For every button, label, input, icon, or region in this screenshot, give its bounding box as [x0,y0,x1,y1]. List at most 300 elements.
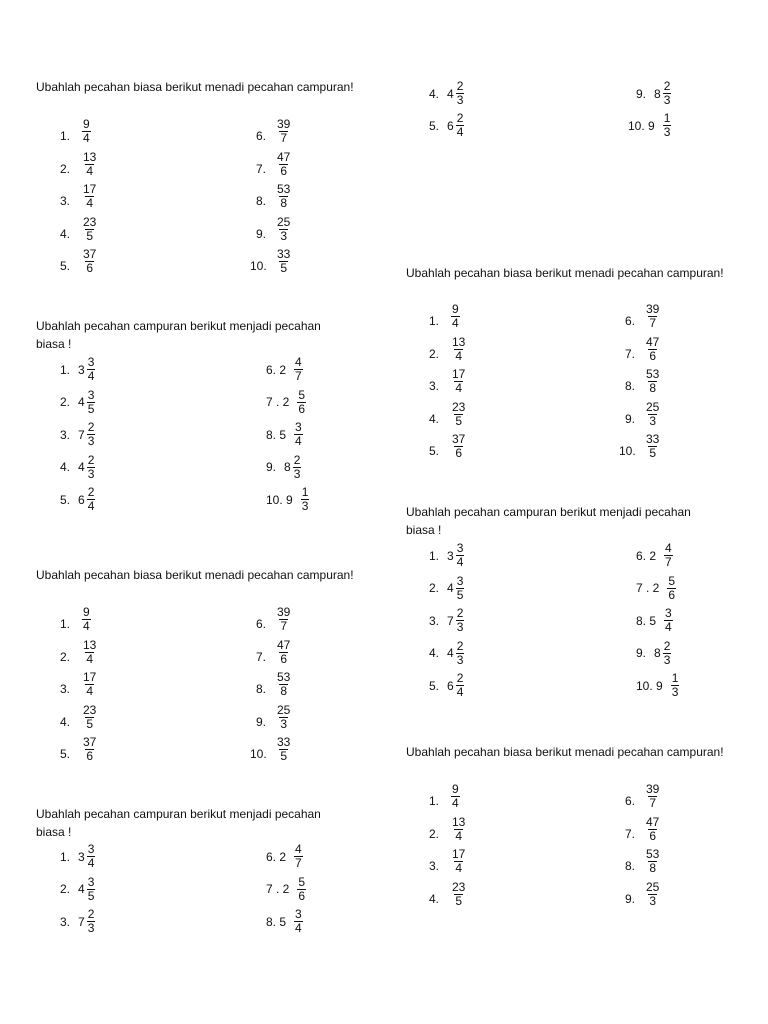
item-number: 6. 2 [266,362,287,377]
denominator: 5 [87,401,95,416]
whole-number: 7 [78,914,85,929]
item-number: 10. 9 [636,678,663,693]
item-number: 7 . 2 [266,395,290,409]
fraction [276,671,291,698]
mixed-number [60,876,95,903]
numerator: 13 [83,637,97,652]
fraction [87,389,96,416]
numerator: 2 [87,420,95,434]
numerator: 2 [663,79,671,93]
item-number: 2. [60,649,71,664]
fraction [667,575,676,602]
denominator: 3 [649,413,657,428]
denominator: 7 [649,796,657,810]
fraction [82,248,97,275]
item-number: 2. [60,161,71,176]
numerator: 1 [671,671,679,685]
item-number: 6. [256,617,267,631]
denominator: 6 [298,888,306,903]
numerator: 53 [646,847,660,861]
whole-number: 6 [78,492,85,507]
item-number: 5. [60,747,71,761]
item-number: 4. [60,714,71,729]
denominator: 4 [665,620,672,634]
numerator: 47 [277,637,291,652]
numerator: 23 [83,214,97,229]
item-number: 3. [429,613,440,628]
section-improper-4 [406,743,726,767]
numerator: 2 [456,638,464,653]
mixed-number [60,389,95,416]
fraction [645,368,660,395]
fraction [87,454,96,481]
numerator: 5 [298,874,306,889]
numerator: 47 [646,334,660,349]
mixed-number [429,640,464,667]
numerator: 17 [452,847,466,861]
item-number: 5. [429,678,440,693]
mixed-number [60,356,95,383]
mixed-number [636,672,679,699]
numerator: 4 [295,355,302,369]
item-number: 1. [429,314,440,328]
denominator: 5 [280,749,288,763]
fraction [87,843,96,870]
denominator: 6 [298,401,306,416]
denominator: 5 [86,716,94,731]
item-number: 1. [429,548,440,563]
denominator: 4 [86,684,94,698]
item-number: 2. [429,346,440,361]
denominator: 7 [295,856,302,870]
numerator: 47 [277,149,291,164]
denominator: 6 [649,348,657,363]
denominator: 3 [293,466,301,481]
numerator: 37 [83,247,97,261]
item-number: 10. [619,444,636,458]
denominator: 5 [649,446,657,460]
denominator: 7 [280,131,288,145]
item-number: 5. [429,118,440,133]
numerator: 23 [452,399,466,414]
item-number: 4. [429,411,440,426]
whole-number: 7 [78,427,85,442]
fraction [456,80,465,107]
denominator: 6 [280,651,288,666]
item-number: 1. [60,849,71,864]
fraction [276,639,291,666]
denominator: 5 [280,261,288,275]
fraction [663,112,672,139]
fraction [276,216,291,243]
item-number: 7. [625,826,636,841]
mixed-number [60,421,95,448]
mixed-number [266,876,306,903]
denominator: 3 [663,125,671,139]
item-number: 1. [60,617,71,631]
fraction [451,783,460,810]
fraction [276,606,291,633]
numerator: 5 [668,573,676,588]
item-number: 3. [60,194,71,208]
numerator: 25 [277,702,291,717]
whole-number: 8 [654,86,661,101]
denominator: 4 [456,685,464,699]
fraction [645,303,660,330]
fraction [82,118,91,145]
whole-number: 3 [78,849,85,864]
mixed-number [60,843,95,870]
mixed-number [429,672,464,699]
item-number: 10. [250,259,267,273]
whole-number: 4 [447,581,454,595]
fraction [645,881,660,908]
numerator: 17 [83,182,97,196]
mixed-number [636,640,671,667]
numerator: 2 [456,111,464,125]
item-number: 9. [256,714,267,729]
fraction [645,336,660,363]
numerator: 9 [452,302,459,316]
section-title: Ubahlah pecahan biasa berikut menadi pecahan campuran! [406,266,724,280]
whole-number: 8 [284,460,291,474]
denominator: 3 [87,434,95,448]
whole-number: 8 [654,646,661,660]
fraction [451,368,466,395]
mixed-number [429,112,464,139]
denominator: 8 [280,196,288,210]
fraction [645,783,660,810]
denominator: 5 [87,888,95,903]
numerator: 53 [277,182,291,196]
numerator: 2 [293,452,301,467]
item-number: 8. 5 [266,427,287,442]
fraction [663,640,672,667]
denominator: 6 [86,749,94,763]
mixed-number [429,80,464,107]
fraction [82,216,97,243]
denominator: 7 [280,619,288,633]
fraction [645,848,660,875]
numerator: 2 [456,606,464,620]
item-number: 4. [60,226,71,241]
fraction [293,454,302,481]
item-number: 9. [625,891,636,906]
denominator: 4 [452,796,459,810]
numerator: 2 [87,452,95,467]
denominator: 7 [665,555,672,569]
denominator: 4 [86,196,94,210]
mixed-number [628,112,671,139]
item-number: 10. 9 [266,492,293,507]
numerator: 3 [295,907,302,921]
item-number: 7. [256,161,267,176]
fraction [451,433,466,460]
item-number: 9. [625,411,636,426]
mixed-number [266,389,306,416]
denominator: 3 [663,652,671,667]
section-mixed-3 [406,503,696,545]
denominator: 4 [86,163,94,178]
mixed-number [636,607,673,634]
numerator: 33 [646,432,660,446]
fraction [294,356,303,383]
numerator: 53 [277,670,291,684]
section-improper-3 [406,264,726,288]
denominator: 5 [455,893,463,908]
section-improper-2 [36,566,356,590]
denominator: 4 [83,619,90,633]
mixed-number [266,843,303,870]
whole-number: 4 [78,395,85,409]
fraction [663,80,672,107]
numerator: 33 [277,735,291,749]
numerator: 3 [295,420,302,434]
fraction [276,248,291,275]
mixed-number [636,575,676,602]
fraction [87,356,96,383]
item-number: 8. [256,194,267,208]
item-number: 1. [60,129,71,143]
numerator: 39 [646,782,660,796]
denominator: 4 [455,348,463,363]
whole-number: 6 [447,118,454,133]
fraction [82,639,97,666]
denominator: 3 [87,921,95,935]
section-title: Ubahlah pecahan campuran berikut menjadi pecahan biasa ! [36,319,321,351]
fraction [87,876,96,903]
denominator: 3 [87,466,95,481]
denominator: 8 [649,381,657,395]
fraction [451,881,466,908]
numerator: 3 [456,541,464,555]
numerator: 25 [646,399,660,414]
numerator: 9 [452,782,459,796]
fraction [645,816,660,843]
fraction [451,816,466,843]
whole-number: 4 [78,882,85,896]
numerator: 17 [83,670,97,684]
denominator: 4 [86,651,94,666]
numerator: 39 [277,605,291,619]
numerator: 2 [456,671,464,685]
numerator: 37 [452,432,466,446]
whole-number: 6 [447,678,454,693]
whole-number: 3 [78,362,85,377]
denominator: 3 [456,93,464,107]
denominator: 4 [87,369,95,383]
numerator: 3 [87,387,95,402]
denominator: 6 [86,261,94,275]
item-number: 1. [429,794,440,808]
numerator: 9 [83,605,90,619]
denominator: 6 [455,446,463,460]
item-number: 5. [60,492,71,507]
item-number: 2. [60,882,71,896]
item-number: 3. [60,427,71,442]
denominator: 4 [295,921,302,935]
item-number: 10. 9 [628,118,655,133]
numerator: 39 [277,117,291,131]
numerator: 13 [452,814,466,829]
item-number: 10. [250,747,267,761]
denominator: 5 [456,587,464,602]
item-number: 3. [429,379,440,393]
item-number: 8. 5 [636,613,657,628]
mixed-number [266,908,303,935]
section-title: Ubahlah pecahan campuran berikut menjadi pecahan biasa ! [406,505,691,537]
item-number: 8. [256,682,267,696]
fraction [645,401,660,428]
mixed-number [429,607,464,634]
item-number: 4. [429,891,440,906]
fraction [456,672,465,699]
fraction [645,433,660,460]
mixed-number [60,454,95,481]
numerator: 3 [87,874,95,889]
denominator: 4 [455,381,463,395]
item-number: 7. [625,346,636,361]
item-number: 1. [60,362,71,377]
numerator: 5 [298,387,306,402]
item-number: 5. [60,259,71,273]
fraction [276,118,291,145]
fraction [456,542,465,569]
mixed-number [266,356,303,383]
denominator: 3 [280,228,288,243]
item-number: 8. 5 [266,914,287,929]
denominator: 4 [456,125,464,139]
whole-number: 3 [447,548,454,563]
numerator: 9 [83,117,90,131]
numerator: 13 [452,334,466,349]
mixed-number [636,80,671,107]
denominator: 4 [83,131,90,145]
numerator: 23 [452,879,466,894]
fraction [87,908,96,935]
item-number: 6. 2 [266,849,287,864]
denominator: 4 [87,499,95,513]
fraction [87,486,96,513]
item-number: 7 . 2 [266,882,290,896]
fraction [82,736,97,763]
item-number: 2. [429,826,440,841]
numerator: 4 [295,842,302,856]
fraction [276,183,291,210]
numerator: 47 [646,814,660,829]
denominator: 4 [452,316,459,330]
mixed-number [266,421,303,448]
denominator: 6 [668,587,676,602]
denominator: 3 [301,499,309,513]
mixed-number [266,454,301,481]
item-number: 3. [60,682,71,696]
section-title: Ubahlah pecahan biasa berikut menadi pecahan campuran! [406,745,724,759]
item-number: 6. 2 [636,548,657,563]
numerator: 2 [456,79,464,93]
section-mixed-2 [36,805,326,847]
mixed-number [60,486,95,513]
denominator: 7 [295,369,302,383]
numerator: 13 [83,149,97,164]
item-number: 2. [429,581,440,595]
mixed-number [429,542,464,569]
section-title: Ubahlah pecahan biasa berikut menadi pecahan campuran! [36,568,354,582]
numerator: 1 [663,111,671,125]
item-number: 5. [429,444,440,458]
fraction [294,421,303,448]
fraction [456,607,465,634]
denominator: 3 [456,652,464,667]
section-title: Ubahlah pecahan campuran berikut menjadi pecahan biasa ! [36,807,321,839]
fraction [276,151,291,178]
denominator: 8 [649,861,657,875]
whole-number: 4 [447,646,454,660]
numerator: 2 [663,638,671,653]
fraction [456,640,465,667]
fraction [294,908,303,935]
denominator: 8 [280,684,288,698]
denominator: 3 [663,93,671,107]
numerator: 37 [83,735,97,749]
fraction [451,336,466,363]
fraction [301,486,310,513]
item-number: 3. [60,914,71,929]
denominator: 5 [455,413,463,428]
item-number: 7. [256,649,267,664]
fraction [276,704,291,731]
numerator: 39 [646,302,660,316]
mixed-number [636,542,673,569]
section-mixed-1 [36,317,326,359]
item-number: 6. [256,129,267,143]
fraction [664,607,673,634]
numerator: 2 [87,907,95,921]
item-number: 9. [256,226,267,241]
fraction [451,303,460,330]
denominator: 3 [456,620,464,634]
denominator: 5 [86,228,94,243]
denominator: 6 [649,828,657,843]
fraction [451,848,466,875]
item-number: 6. [625,314,636,328]
fraction [82,183,97,210]
item-number: 6. [625,794,636,808]
denominator: 4 [455,828,463,843]
numerator: 3 [665,606,672,620]
fraction [87,421,96,448]
numerator: 3 [456,573,464,588]
numerator: 3 [87,842,95,856]
fraction [664,542,673,569]
numerator: 53 [646,367,660,381]
item-number: 8. [625,379,636,393]
fraction [82,151,97,178]
denominator: 4 [456,555,464,569]
numerator: 23 [83,702,97,717]
fraction [671,672,680,699]
denominator: 4 [455,861,463,875]
whole-number: 7 [447,613,454,628]
mixed-number [429,575,464,602]
fraction [82,606,91,633]
item-number: 3. [429,859,440,873]
denominator: 3 [671,685,679,699]
numerator: 3 [87,355,95,369]
denominator: 6 [280,163,288,178]
denominator: 3 [280,716,288,731]
numerator: 33 [277,247,291,261]
